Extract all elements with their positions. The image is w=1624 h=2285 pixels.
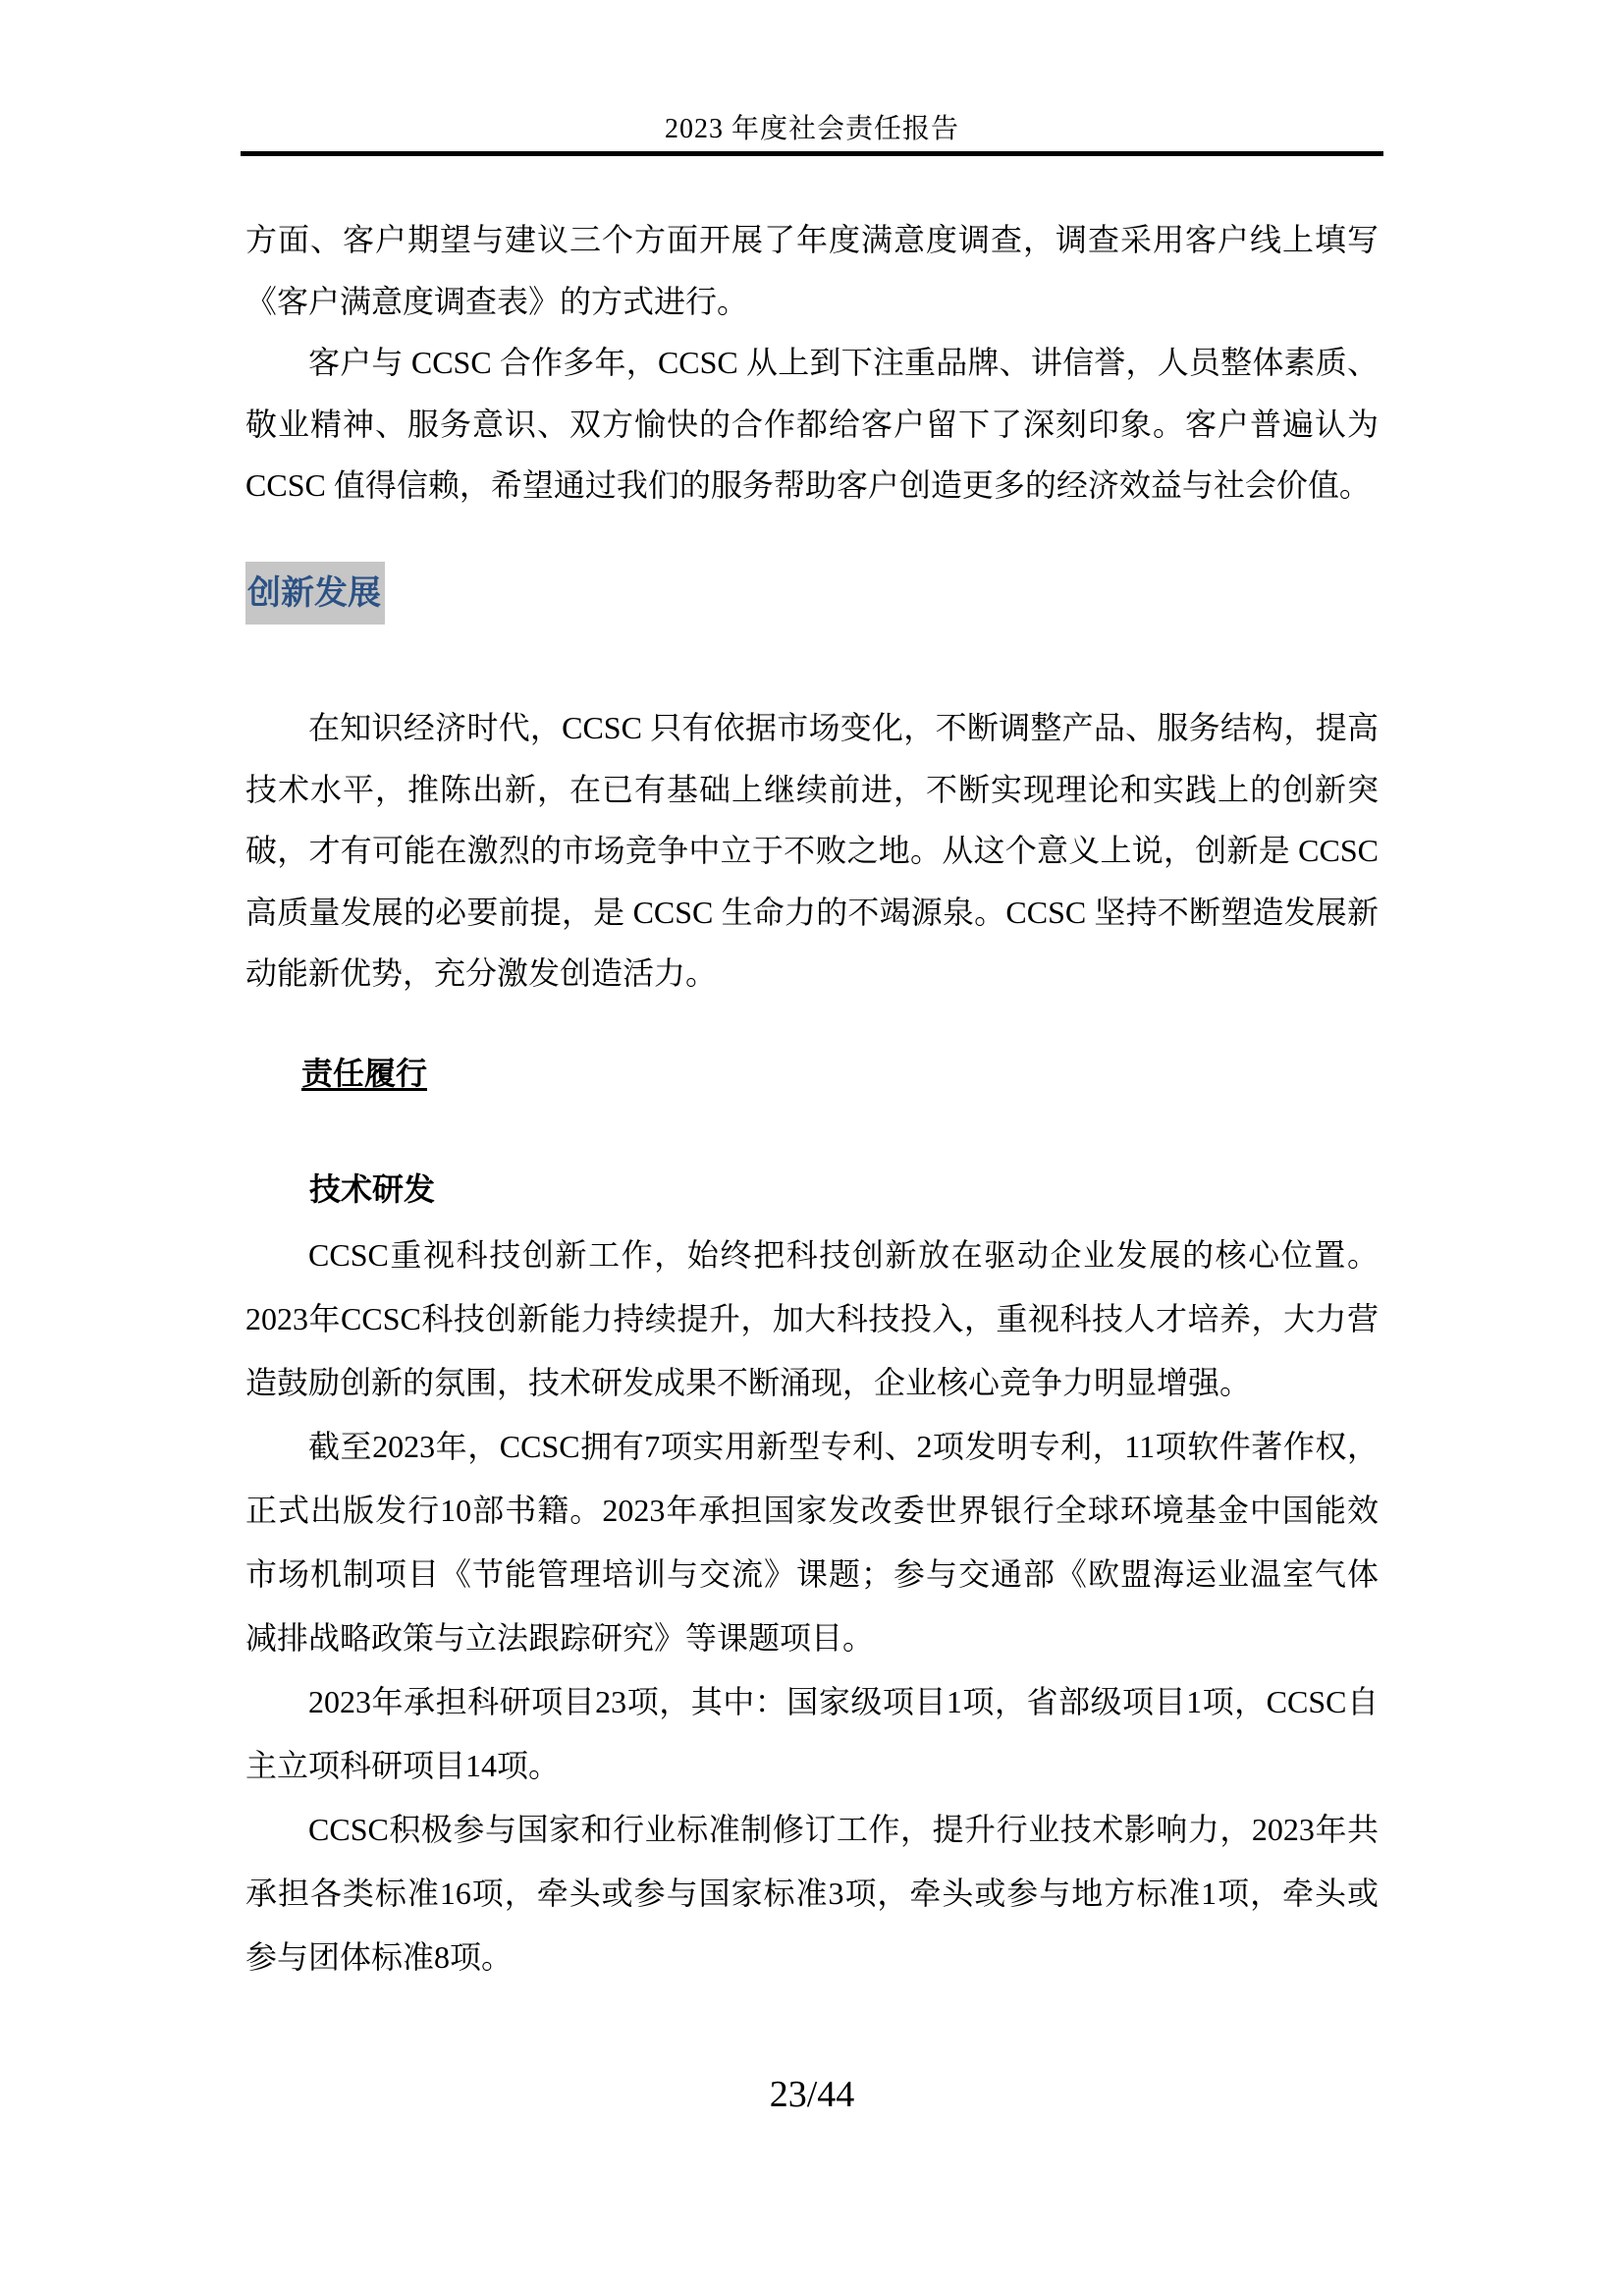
- subheading-responsibility: 责任履行: [301, 1056, 428, 1091]
- body-line: 2023年承担科研项目23项，其中：国家级项目1项，省部级项目1项，CCSC自: [308, 1684, 1379, 1719]
- section-title-innovation: 创新发展: [245, 562, 385, 625]
- body-line: 2023年CCSC科技创新能力持续提升，加大科技投入，重视科技人才培养，大力营: [245, 1301, 1379, 1336]
- body-line: 市场机制项目《节能管理培训与交流》课题；参与交通部《欧盟海运业温室气体: [245, 1556, 1379, 1592]
- body-line: 参与团体标准8项。: [245, 1939, 514, 1975]
- body-line: 方面、客户期望与建议三个方面开展了年度满意度调查，调查采用客户线上填写: [245, 222, 1379, 257]
- body-line: 破，才有可能在激烈的市场竞争中立于不败之地。从这个意义上说，创新是 CCSC: [245, 833, 1379, 868]
- body-line: 在知识经济时代，CCSC 只有依据市场变化，不断调整产品、服务结构，提高: [308, 710, 1379, 745]
- body-line: 主立项科研项目14项。: [245, 1748, 561, 1783]
- body-line: 客户与 CCSC 合作多年，CCSC 从上到下注重品牌、讲信誉，人员整体素质、: [308, 345, 1379, 380]
- body-line: 承担各类标准16项，牵头或参与国家标准3项，牵头或参与地方标准1项，牵头或: [245, 1876, 1379, 1911]
- page-footer: [0, 2072, 1624, 2117]
- body-line: 截至2023年，CCSC拥有7项实用新型专利、2项发明专利，11项软件著作权，: [308, 1429, 1379, 1464]
- body-line: 造鼓励创新的氛围，技术研发成果不断涌现，企业核心竞争力明显增强。: [245, 1365, 1252, 1400]
- body-line: 敬业精神、服务意识、双方愉快的合作都给客户留下了深刻印象。客户普遍认为: [245, 407, 1379, 442]
- body-line: 动能新优势，充分激发创造活力。: [245, 955, 718, 991]
- body-line: 高质量发展的必要前提，是 CCSC 生命力的不竭源泉。CCSC 坚持不断塑造发展新: [245, 895, 1379, 930]
- body-line: 《客户满意度调查表》的方式进行。: [245, 284, 749, 319]
- body-line: CCSC积极参与国家和行业标准制修订工作，提升行业技术影响力，2023年共: [308, 1812, 1379, 1847]
- page-number: 23/44: [769, 2074, 855, 2115]
- body-line: 正式出版发行10部书籍。2023年承担国家发改委世界银行全球环境基金中国能效: [245, 1493, 1379, 1528]
- subheading-tech-rd: 技术研发: [309, 1171, 436, 1207]
- page-header-title: 2023 年度社会责任报告: [664, 114, 959, 144]
- body-line: CCSC 值得信赖，希望通过我们的服务帮助客户创造更多的经济效益与社会价值。: [245, 467, 1371, 503]
- body-line: CCSC重视科技创新工作，始终把科技创新放在驱动企业发展的核心位置。: [308, 1237, 1379, 1273]
- body-line: 技术水平，推陈出新，在已有基础上继续前进，不断实现理论和实践上的创新突: [245, 772, 1379, 807]
- body-line: 减排战略政策与立法跟踪研究》等课题项目。: [245, 1620, 875, 1656]
- page-header: [241, 114, 1383, 156]
